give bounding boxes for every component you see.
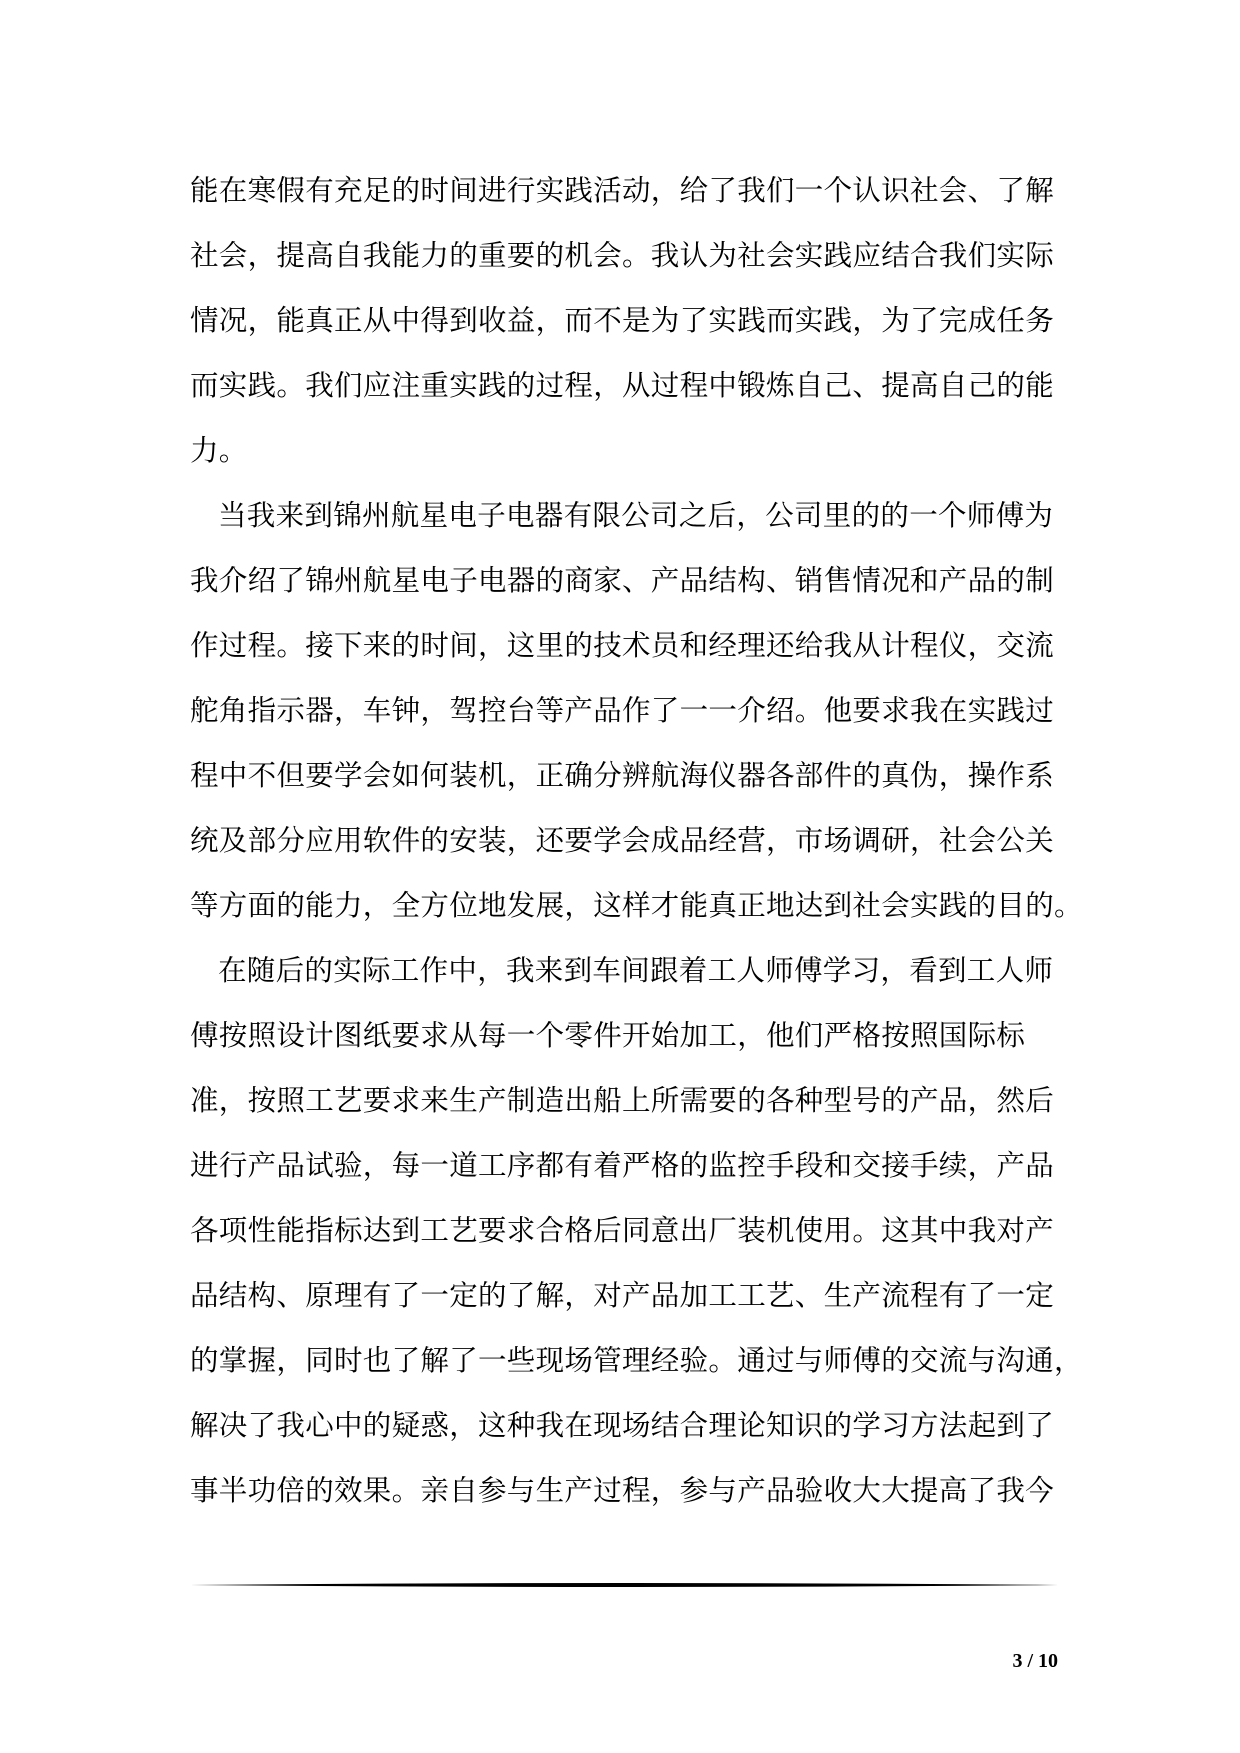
text-line: 解决了我心中的疑惑，这种我在现场结合理论知识的学习方法起到了 (190, 1409, 1055, 1442)
text-line: 程中不但要学会如何装机，正确分辨航海仪器各部件的真伪，操作系 (190, 759, 1055, 792)
text-line: 作过程。接下来的时间，这里的技术员和经理还给我从计程仪，交流 (190, 629, 1055, 662)
text-line: 事半功倍的效果。亲自参与生产过程，参与产品验收大大提高了我今 (190, 1474, 1055, 1507)
text-line: 而实践。我们应注重实践的过程，从过程中锻炼自己、提高自己的能 (190, 369, 1055, 402)
text-line: 能在寒假有充足的时间进行实践活动，给了我们一个认识社会、了解 (190, 174, 1055, 207)
text-line: 我介绍了锦州航星电子电器的商家、产品结构、销售情况和产品的制 (190, 564, 1055, 597)
text-line: 傅按照设计图纸要求从每一个零件开始加工，他们严格按照国际标 (190, 1019, 1026, 1052)
text-line: 等方面的能力，全方位地发展，这样才能真正地达到社会实践的目的。 (190, 889, 1083, 922)
page-number: 3 / 10 (1012, 1650, 1058, 1672)
text-line: 品结构、原理有了一定的了解，对产品加工工艺、生产流程有了一定 (190, 1279, 1055, 1312)
text-line: 统及部分应用软件的安装，还要学会成品经营，市场调研，社会公关 (190, 824, 1055, 857)
text-line: 舵角指示器，车钟，驾控台等产品作了一一介绍。他要求我在实践过 (190, 694, 1055, 727)
body-text (190, 158, 1083, 1523)
footer-rule (190, 1580, 1058, 1590)
text-line: 准，按照工艺要求来生产制造出船上所需要的各种型号的产品，然后 (190, 1084, 1055, 1117)
text-line: 社会，提高自我能力的重要的机会。我认为社会实践应结合我们实际 (190, 239, 1055, 272)
text-line: 的掌握，同时也了解了一些现场管理经验。通过与师傅的交流与沟通， (190, 1344, 1083, 1377)
paragraph-first-line: 在随后的实际工作中，我来到车间跟着工人师傅学习，看到工人师 (218, 954, 1054, 987)
text-line: 情况，能真正从中得到收益，而不是为了实践而实践，为了完成任务 (190, 304, 1055, 337)
paragraph-first-line: 当我来到锦州航星电子电器有限公司之后，公司里的的一个师傅为 (218, 499, 1054, 532)
text-line: 进行产品试验，每一道工序都有着严格的监控手段和交接手续，产品 (190, 1149, 1055, 1182)
text-line: 各项性能指标达到工艺要求合格后同意出厂装机使用。这其中我对产 (190, 1214, 1055, 1247)
text-line: 力。 (190, 434, 248, 467)
